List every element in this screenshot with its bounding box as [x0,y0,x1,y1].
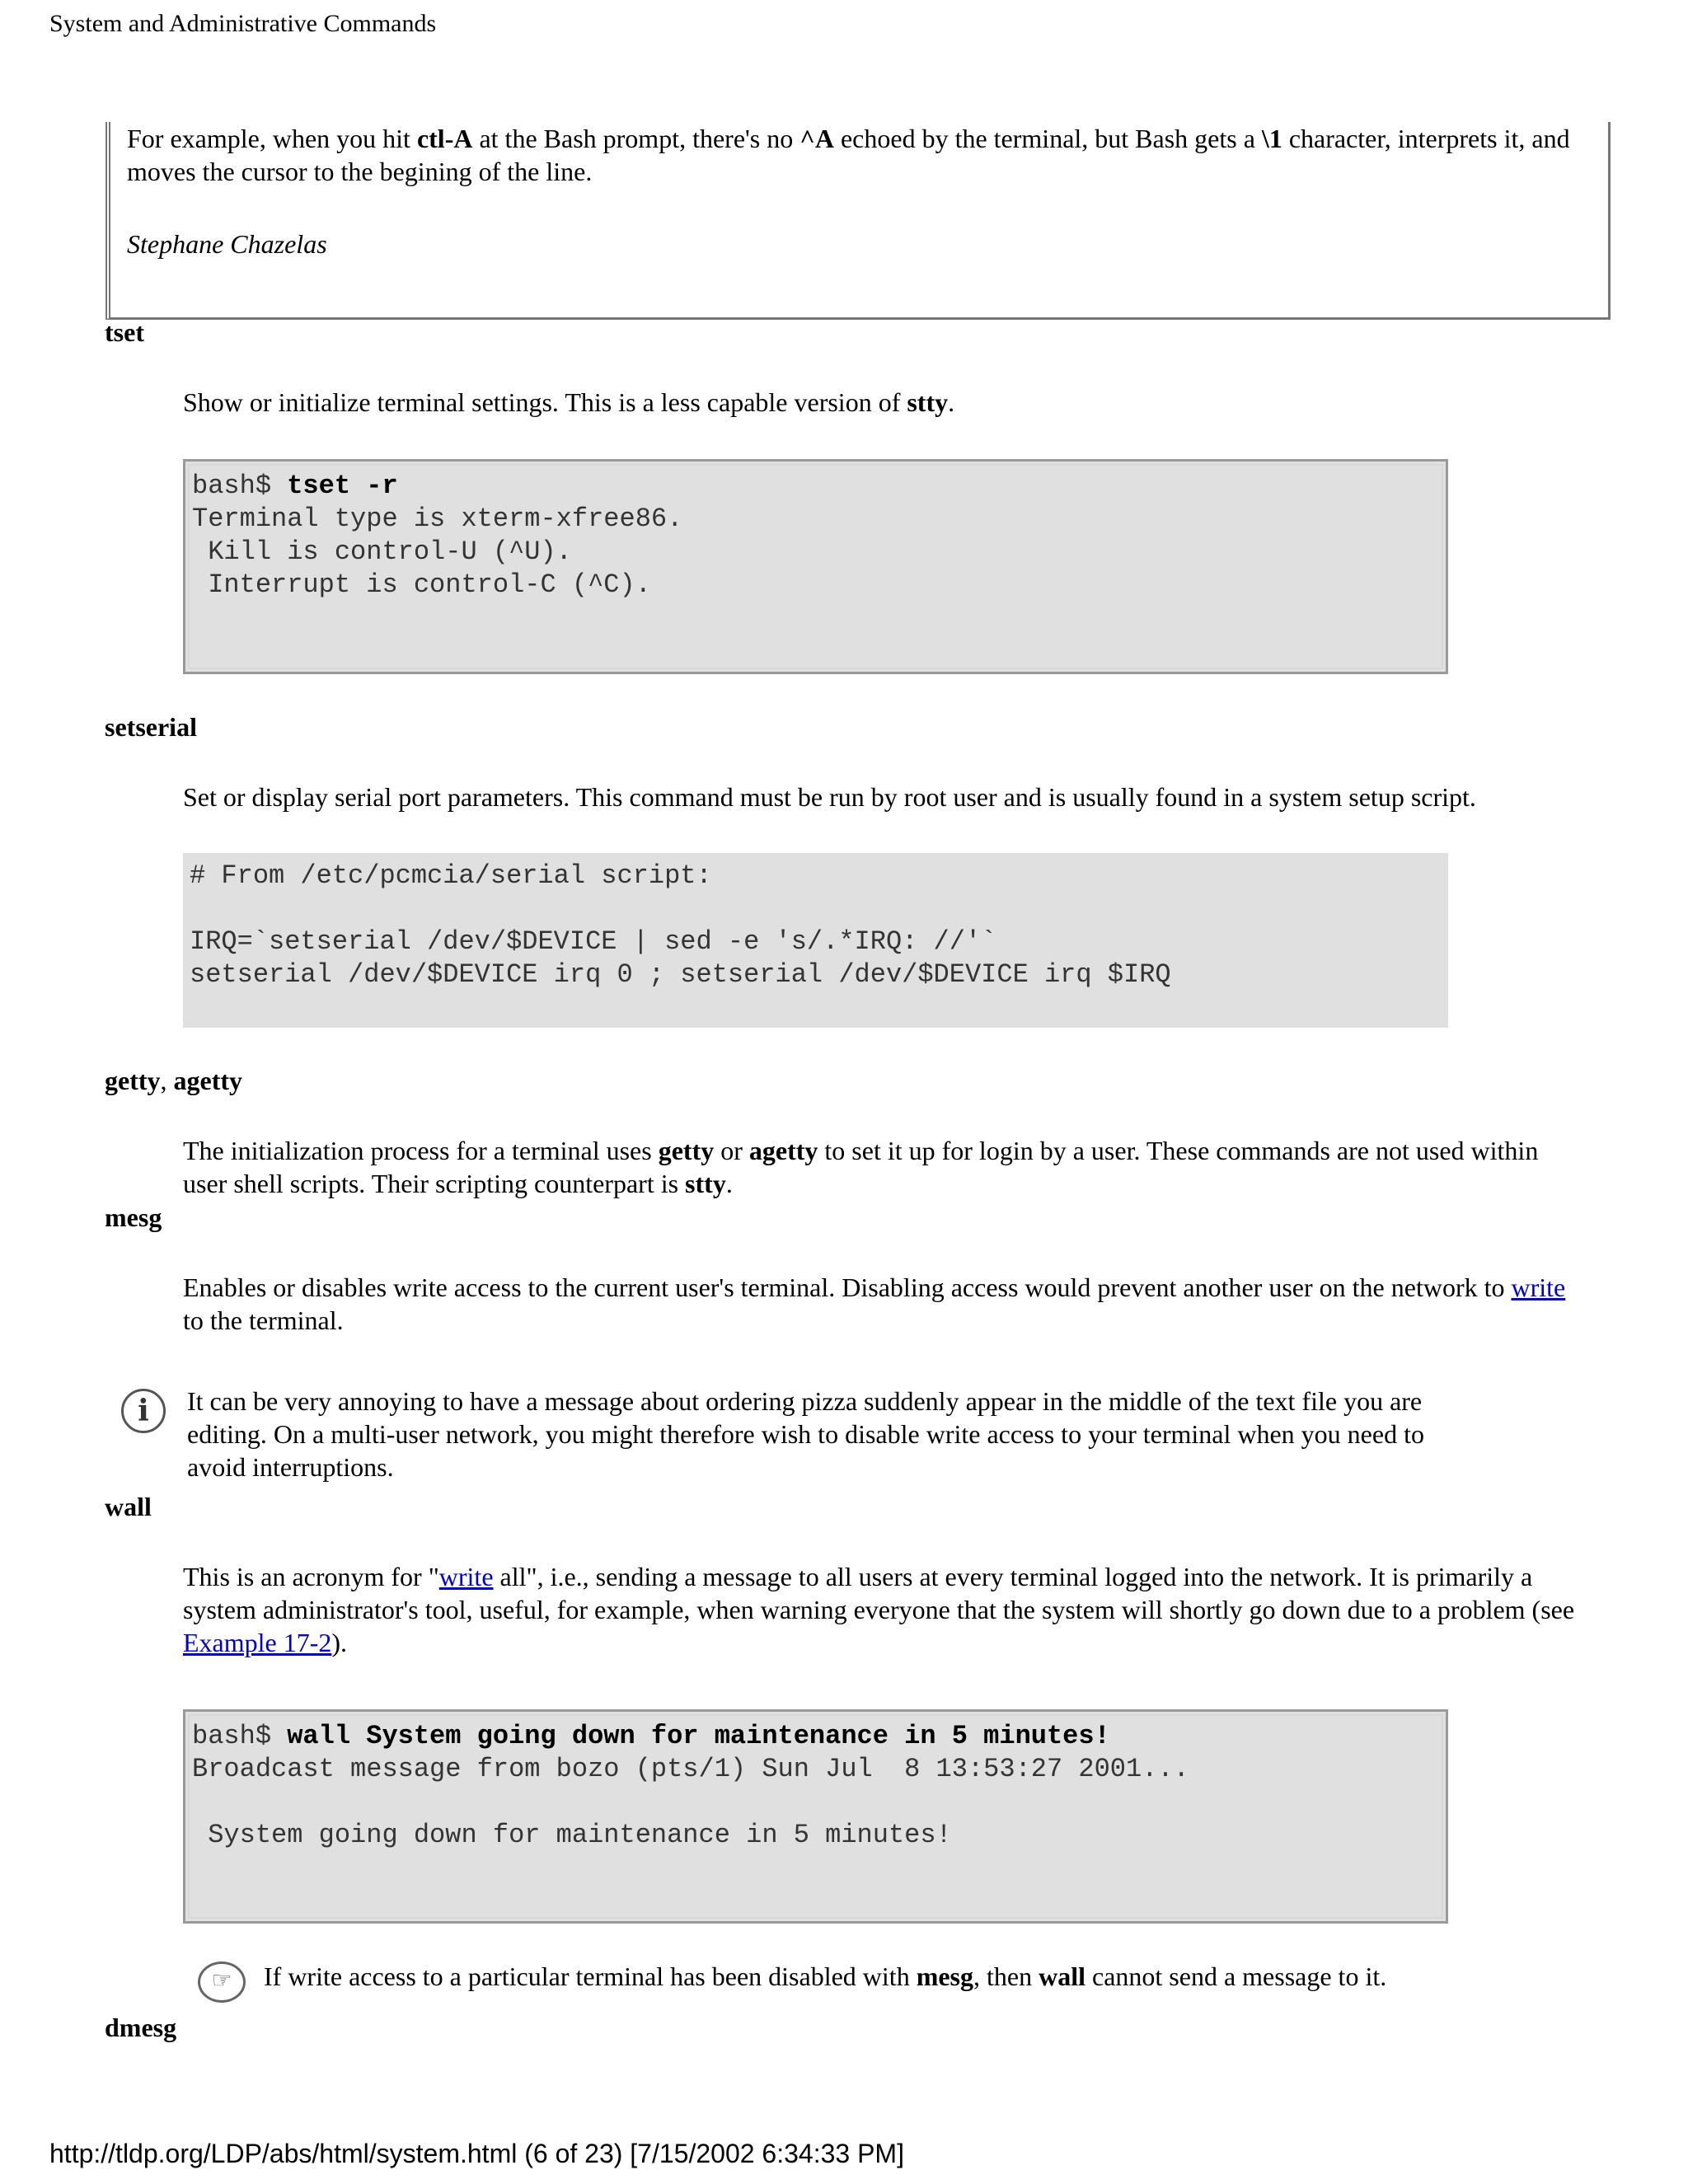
write-link[interactable]: write [1511,1272,1566,1302]
tset-screen [183,459,1448,674]
setserial-code [183,853,1448,1028]
page-header: System and Administrative Commands [49,10,437,37]
write-link[interactable]: write [438,1562,494,1591]
example-17-2-link[interactable]: Example 17-2 [183,1628,332,1657]
mesg-description: Enables or disables write access to the current user's terminal. Disabling access would prevent another user on the network to write to the terminal. [183,1272,1566,1335]
quote-author: Stephane Chazelas [127,229,327,259]
mesg-note: It can be very annoying to have a message about ordering pizza suddenly appear in the middle of the text file you are editing. On a multi-user network, you might therefore wish to disable write access to your terminal when you need to avoid interruptions. [187,1386,1424,1482]
info-note-icon: i [121,1389,166,1433]
quote-box [106,122,1611,320]
tip-hand-icon: ☞ [198,1961,246,2003]
page-footer-url: http://tldp.org/LDP/abs/html/system.html (6 of 23) [7/15/2002 6:34:33 PM] [49,2139,904,2168]
quote-text: For example, when you hit ctl-A at the Bash prompt, there's no ^A echoed by the terminal, but Bash gets a \1 character, interprets it, and moves the cursor to the begining of the line. [127,124,1570,186]
setserial-code-text: # From /etc/pcmcia/serial script: IRQ=`setserial /dev/$DEVICE | sed -e 's/.*IRQ: //'` setserial /dev/$DEVICE irq 0 ; setserial /dev/$DEVICE irq $IRQ [190,860,1171,990]
getty-description: The initialization process for a terminal uses getty or agetty to set it up for login by a user. These commands are not used within user shell scripts. Their scripting counterpart is stty. [183,1136,1539,1198]
wall-screen-text: bash$ wall System going down for maintenance in 5 minutes! Broadcast message from bozo (pts/1) Sun Jul 8 13:53:27 2001... System going down for maintenance in 5 minutes! [192,1721,1189,1850]
setserial-description: Set or display serial port parameters. This command must be run by root user and is usually found in a system setup script. [183,782,1476,812]
term-setserial: setserial [105,712,197,742]
wall-screen [183,1709,1448,1924]
wall-description: This is an acronym for "write all", i.e., sending a message to all users at every terminal logged into the network. It is primarily a system administrator's tool, useful, for example, when warning everyone that the system will shortly go down due to a problem (see Example 17-2). [183,1562,1575,1657]
term-wall: wall [105,1492,152,1521]
term-dmesg: dmesg [105,2013,177,2042]
term-mesg: mesg [105,1202,162,1232]
tset-description: Show or initialize terminal settings. This is a less capable version of stty. [183,387,955,417]
tset-screen-text: bash$ tset -r Terminal type is xterm-xfree86. Kill is control-U (^U). Interrupt is control-C (^C). [192,471,683,600]
term-tset: tset [105,317,144,347]
wall-tip: If write access to a particular terminal has been disabled with mesg, then wall cannot send a message to it. [264,1961,1387,1991]
term-getty-agetty: getty, agetty [105,1066,243,1095]
